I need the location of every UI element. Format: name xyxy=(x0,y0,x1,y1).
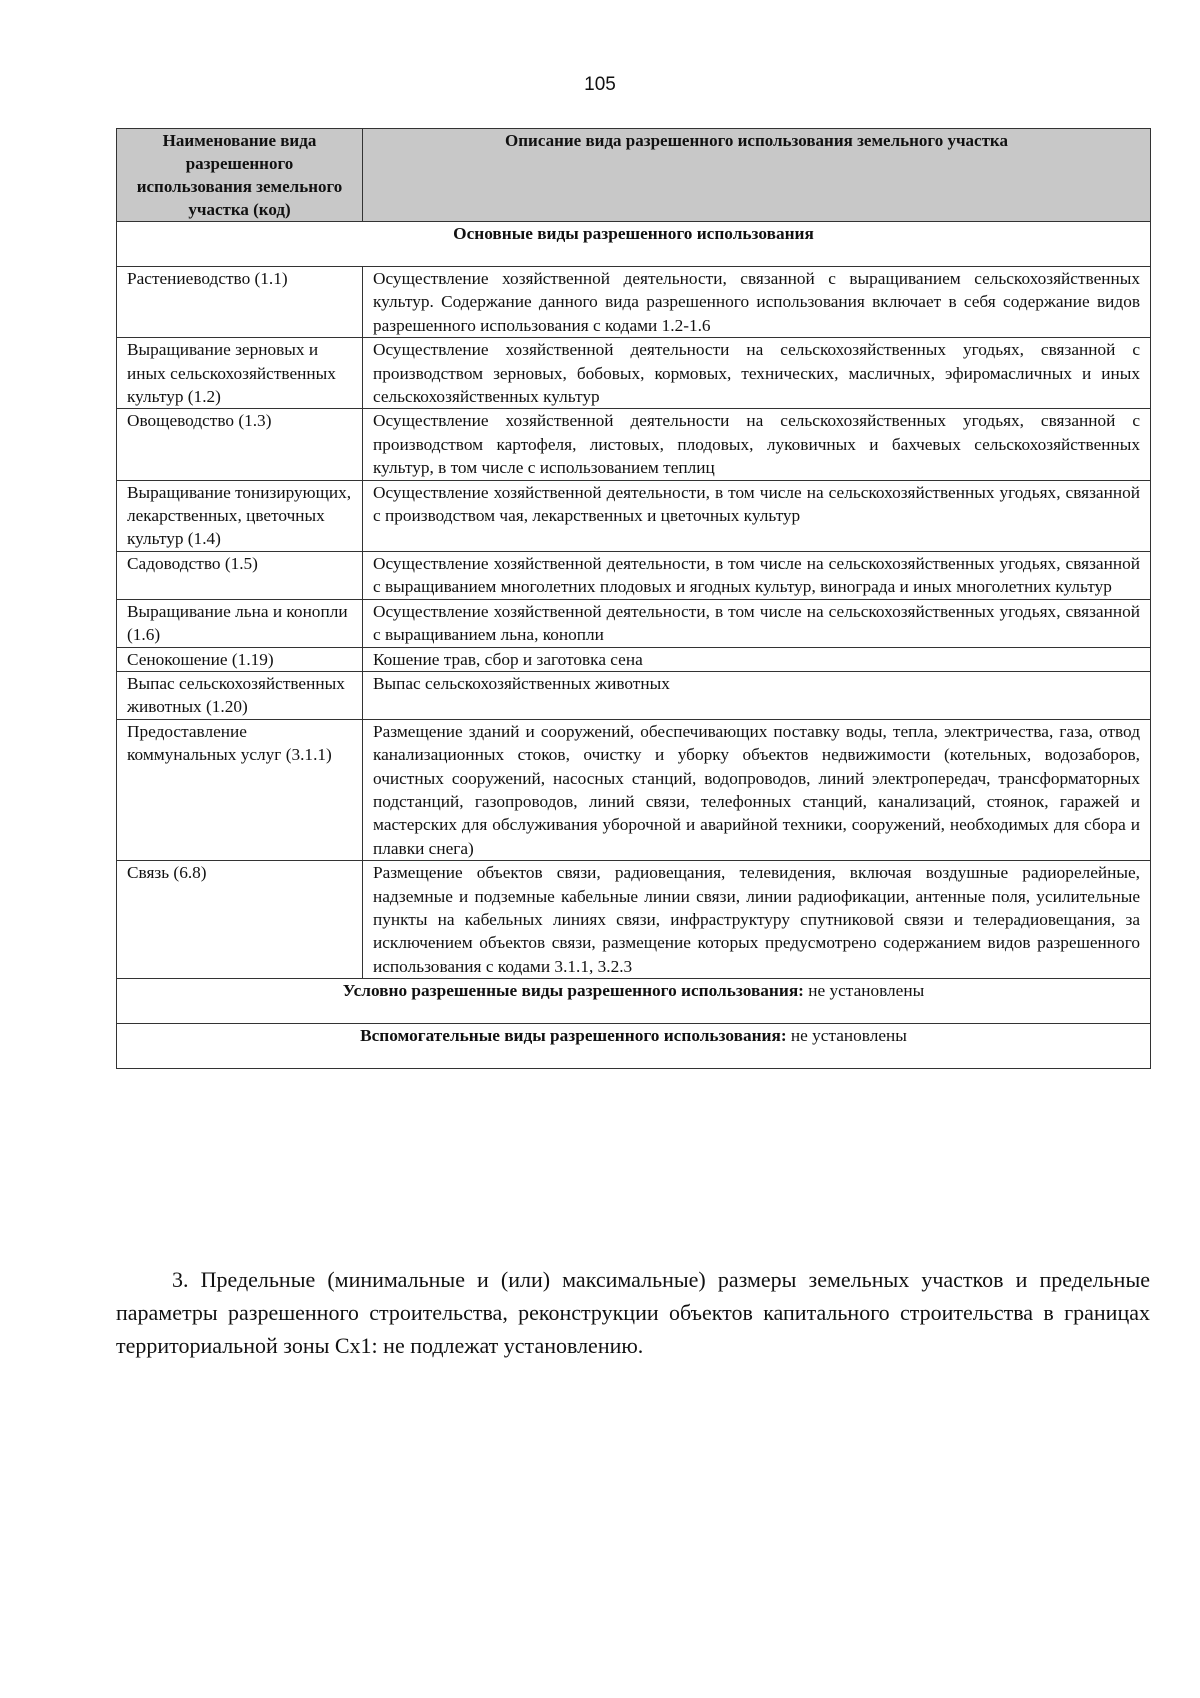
section-conditional-value: не установлены xyxy=(803,981,925,1001)
table-row xyxy=(117,551,1151,599)
section-main-label: Основные виды разрешенного использования xyxy=(117,222,1151,267)
use-type-name: Садоводство (1.5) xyxy=(117,551,363,599)
land-use-table xyxy=(116,128,1151,1069)
table-header-row xyxy=(117,129,1151,222)
page-number: 105 xyxy=(584,74,616,95)
header-name-column: Наименование вида разрешенного использования земельного участка (код) xyxy=(117,129,363,222)
use-type-description: Осуществление хозяйственной деятельности, связанной с выращиванием сельскохозяйственных культур. Содержание данного вида разрешенного использования включает в себя содержание видов разрешенного использования с кодами 1.2-1.6 xyxy=(363,267,1151,338)
section-auxiliary-value: не установлены xyxy=(786,1026,907,1046)
use-type-description: Осуществление хозяйственной деятельности на сельскохозяйственных угодьях, связанной с производством зерновых, бобовых, кормовых, технических, масличных, эфиромасличных и иных сельскохозяйственных культур xyxy=(363,338,1151,409)
table-row xyxy=(117,267,1151,338)
use-type-name: Предоставление коммунальных услуг (3.1.1) xyxy=(117,719,363,860)
table-row xyxy=(117,480,1151,551)
use-type-description: Выпас сельскохозяйственных животных xyxy=(363,671,1151,719)
use-type-name: Выращивание зерновых и иных сельскохозяйственных культур (1.2) xyxy=(117,338,363,409)
use-type-description: Размещение объектов связи, радиовещания, телевидения, включая воздушные радиорелейные, надземные и подземные кабельные линии связи, линии радиофикации, антенные поля, усилительные пункты на кабельных линиях связи, инфраструктуру спутниковой связи и телерадиовещания, за исключением объектов связи, размещение которых предусмотрено содержанием видов разрешенного использования с кодами 3.1.1, 3.2.3 xyxy=(363,861,1151,979)
use-type-description: Осуществление хозяйственной деятельности, в том числе на сельскохозяйственных угодьях, связанной с выращиванием многолетних плодовых и ягодных культур, винограда и иных многолетних культур xyxy=(363,551,1151,599)
section-main-uses xyxy=(117,222,1151,267)
table-row xyxy=(117,671,1151,719)
use-type-description: Кошение трав, сбор и заготовка сена xyxy=(363,647,1151,671)
section-auxiliary-label: Вспомогательные виды разрешенного использования: xyxy=(360,1026,787,1046)
use-type-name: Сенокошение (1.19) xyxy=(117,647,363,671)
header-description-column: Описание вида разрешенного использования земельного участка xyxy=(363,129,1151,222)
table-row xyxy=(117,338,1151,409)
table-row xyxy=(117,719,1151,860)
limits-paragraph: 3. Предельные (минимальные и (или) максимальные) размеры земельных участков и предельные параметры разрешенного строительства, реконструкции объектов капитального строительства в границах территориальной зоны Сх1: не подлежат установлению. xyxy=(116,1267,1150,1358)
use-type-name: Выпас сельскохозяйственных животных (1.20) xyxy=(117,671,363,719)
use-type-description: Осуществление хозяйственной деятельности, в том числе на сельскохозяйственных угодьях, связанной с выращиванием льна, конопли xyxy=(363,599,1151,647)
use-type-name: Выращивание льна и конопли (1.6) xyxy=(117,599,363,647)
use-type-description: Осуществление хозяйственной деятельности на сельскохозяйственных угодьях, связанной с производством картофеля, листовых, плодовых, луковичных и бахчевых сельскохозяйственных культур, в том числе с использованием теплиц xyxy=(363,409,1151,480)
use-type-name: Связь (6.8) xyxy=(117,861,363,979)
use-type-description: Размещение зданий и сооружений, обеспечивающих поставку воды, тепла, электричества, газа, отвод канализационных стоков, очистку и уборку объектов недвижимости (котельных, водозаборов, очистных сооружений, насосных станций, водопроводов, линий электропередач, трансформаторных подстанций, газопроводов, линий связи, телефонных станций, канализаций, стоянок, гаражей и мастерских для обслуживания уборочной и аварийной техники, сооружений, необходимых для сбора и плавки снега) xyxy=(363,719,1151,860)
table-row xyxy=(117,861,1151,979)
use-type-description: Осуществление хозяйственной деятельности, в том числе на сельскохозяйственных угодьях, связанной с производством чая, лекарственных и цветочных культур xyxy=(363,480,1151,551)
use-type-name: Выращивание тонизирующих, лекарственных, цветочных культур (1.4) xyxy=(117,480,363,551)
section-conditional-uses xyxy=(117,979,1151,1024)
section-auxiliary-uses xyxy=(117,1024,1151,1069)
table-row xyxy=(117,409,1151,480)
section-conditional-label: Условно разрешенные виды разрешенного использования: xyxy=(342,981,804,1001)
use-type-name: Растениеводство (1.1) xyxy=(117,267,363,338)
table-row xyxy=(117,599,1151,647)
table-row xyxy=(117,647,1151,671)
use-type-name: Овощеводство (1.3) xyxy=(117,409,363,480)
